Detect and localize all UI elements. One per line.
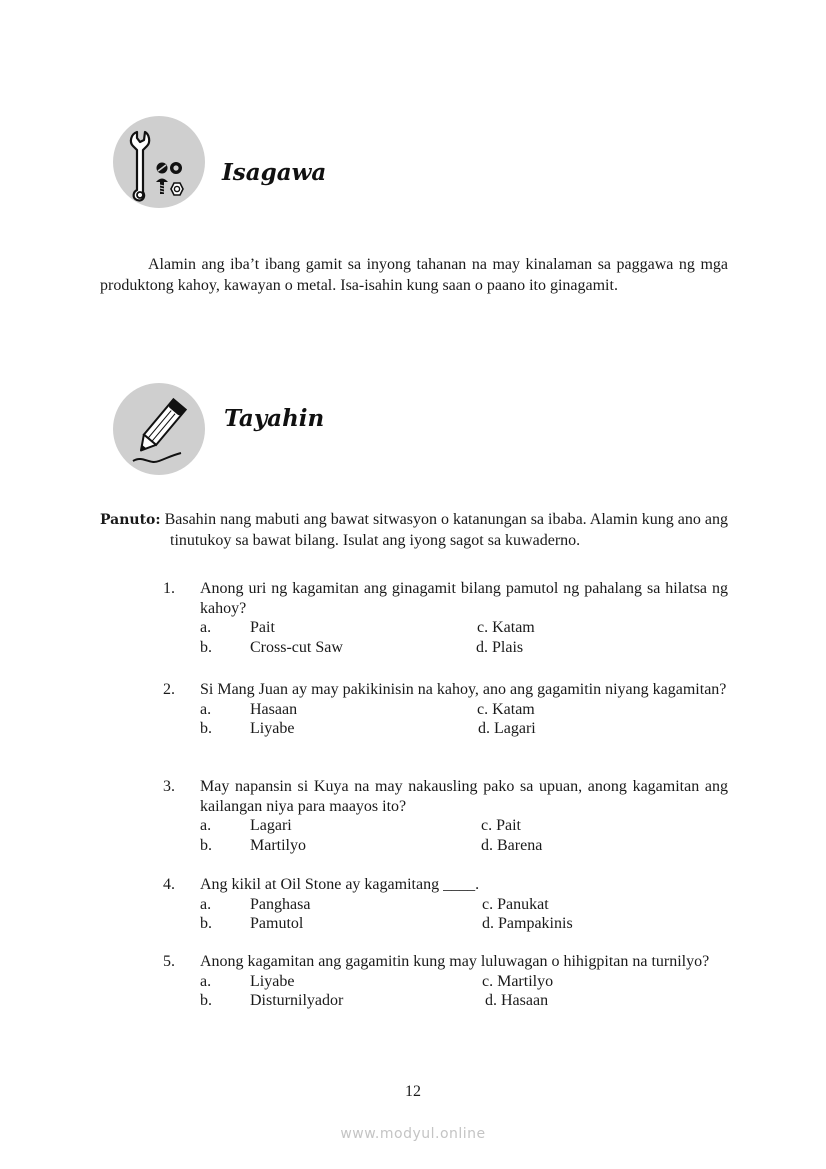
- isagawa-icon-badge: [113, 116, 205, 208]
- question-number: 1.: [163, 580, 175, 597]
- option-c: c. Katam: [477, 619, 535, 636]
- isagawa-instructions: [100, 255, 728, 296]
- question-3: [163, 777, 728, 855]
- option-d: d. Plais: [476, 638, 524, 656]
- tools-icon: [113, 116, 205, 208]
- option-c: c. Martilyo: [482, 972, 554, 990]
- option-c: c. Panukat: [482, 895, 549, 913]
- question-text: May napansin si Kuya na may nakausling pako sa upuan, anong kagamitan ang kailangan niya para maayos ito?: [200, 778, 728, 815]
- panuto-text: Basahin nang mabuti ang bawat sitwasyon o katanungan sa ibaba. Alamin kung ano ang tinutukoy sa bawat bilang. Isulat ang iyong sagot sa kuwaderno.: [164, 511, 728, 549]
- option-c: c. Pait: [481, 817, 521, 834]
- question-text: Anong kagamitan ang gagamitin kung may luluwagan o hihigpitan na turnilyo?: [200, 953, 710, 970]
- question-options: a. Pait b. Cross-cut Saw c. Katam d. Plais: [200, 619, 535, 656]
- question-text: Anong uri ng kagamitan ang ginagamit bilang pamutol ng pahalang sa hilatsa ng kahoy?: [200, 580, 728, 617]
- tayahin-title: Tayahin: [224, 405, 325, 432]
- option-c: c. Katam: [477, 700, 535, 718]
- question-5: [163, 952, 728, 1011]
- question-options: a. Liyabe b. Disturnilyador c. Martilyo d. Hasaan: [200, 972, 554, 1009]
- tayahin-icon-badge: [113, 383, 205, 475]
- isagawa-title: Isagawa: [222, 159, 327, 186]
- question-number: 5.: [163, 953, 175, 970]
- question-4: [163, 875, 728, 934]
- option-d: d. Lagari: [478, 720, 536, 737]
- pencil-icon: [113, 383, 205, 475]
- question-number: 4.: [163, 876, 175, 893]
- watermark: www.modyul.online: [340, 1126, 486, 1142]
- panuto-instructions: [100, 510, 728, 550]
- option-d: d. Pampakinis: [482, 915, 573, 932]
- question-number: 3.: [163, 778, 175, 795]
- isagawa-paragraph-text: Alamin ang iba’t ibang gamit sa inyong tahanan na may kinalaman sa paggawa ng mga produktong kahoy, kawayan o metal. Isa-isahin kung saan o paano ito ginagamit.: [100, 256, 728, 294]
- question-1: [163, 579, 728, 657]
- question-options: a. Panghasa b. Pamutol c. Panukat d. Pampakinis: [200, 895, 573, 932]
- question-2: [163, 680, 728, 739]
- question-number: 2.: [163, 681, 175, 698]
- option-d: d. Hasaan: [485, 992, 549, 1009]
- panuto-label: Panuto:: [100, 512, 161, 528]
- page-number: 12: [405, 1083, 421, 1100]
- question-options: a. Lagari b. Martilyo c. Pait d. Barena: [200, 817, 543, 854]
- question-text: Ang kikil at Oil Stone ay kagamitang ____.: [200, 876, 480, 893]
- question-text: Si Mang Juan ay may pakikinisin na kahoy, ano ang gagamitin niyang kagamitan?: [200, 681, 727, 698]
- question-options: a. Hasaan b. Liyabe c. Katam d. Lagari: [200, 700, 536, 737]
- option-d: d. Barena: [481, 836, 543, 854]
